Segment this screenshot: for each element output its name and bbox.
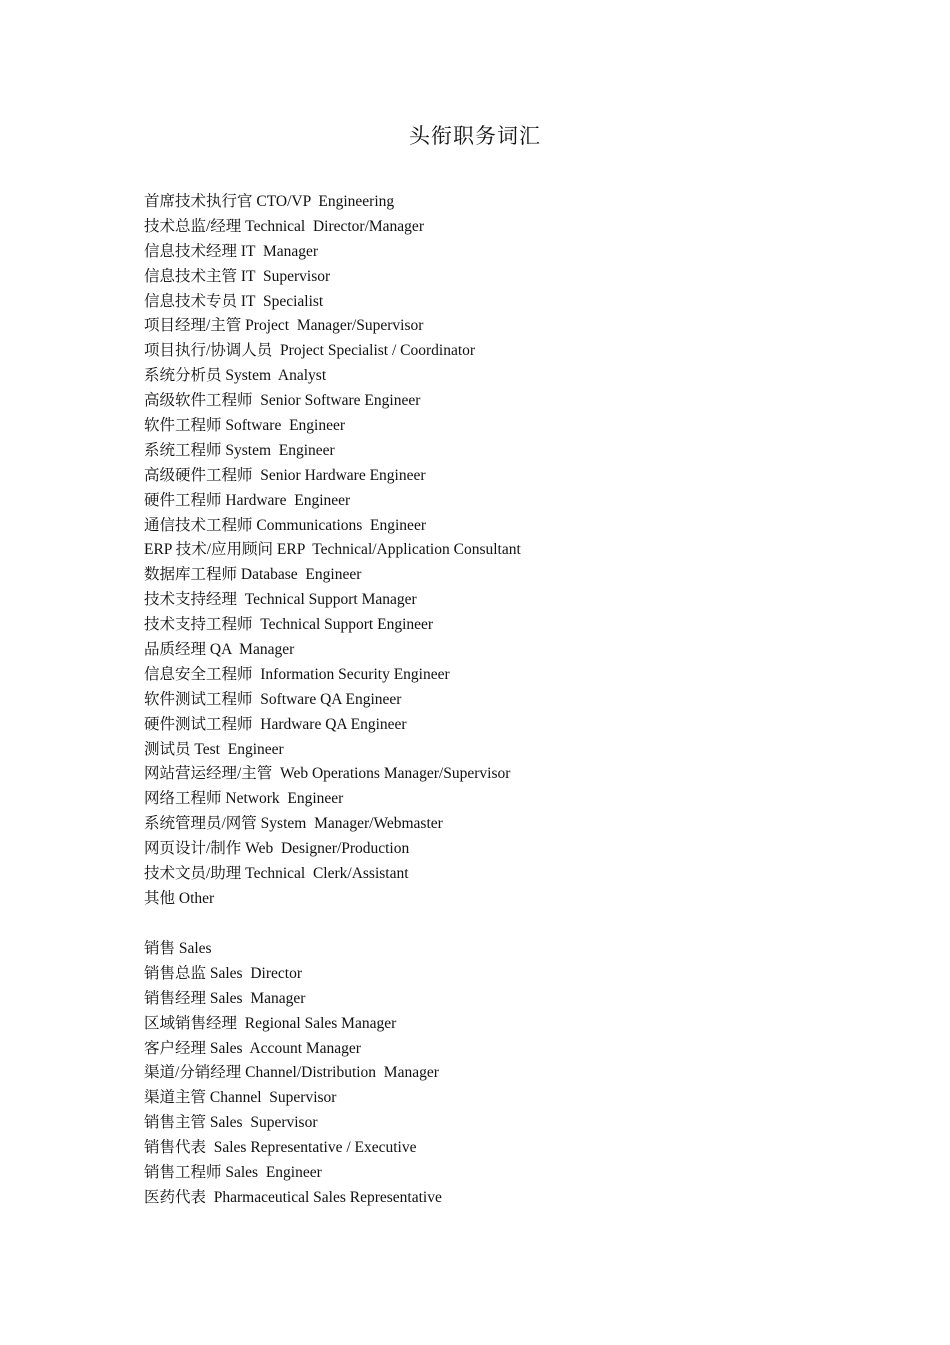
list-item: 品质经理 QA Manager	[144, 641, 295, 659]
list-item: 软件测试工程师 Software QA Engineer	[144, 690, 402, 708]
list-item: 系统分析员 System Analyst	[144, 367, 327, 385]
list-item: 测试员 Test Engineer	[144, 740, 284, 758]
list-item: 其他 Other	[144, 889, 215, 907]
list-item: 软件工程师 Software Engineer	[144, 417, 346, 435]
list-item: 渠道/分销经理 Channel/Distribution Manager	[144, 1064, 439, 1082]
list-item: 首席技术执行官 CTO/VP Engineering	[144, 193, 395, 210]
list-item: 销售工程师 Sales Engineer	[144, 1164, 322, 1182]
list-item: 技术总监/经理 Technical Director/Manager	[144, 217, 424, 235]
sales-job-titles-list	[144, 937, 864, 1211]
list-item: 技术文员/助理 Technical Clerk/Assistant	[144, 865, 409, 883]
list-item: 销售 Sales	[144, 940, 212, 957]
list-item: 客户经理 Sales Account Manager	[144, 1039, 361, 1057]
list-item: 硬件测试工程师 Hardware QA Engineer	[144, 715, 407, 733]
list-item: 数据库工程师 Database Engineer	[144, 566, 362, 584]
list-item: 信息技术经理 IT Manager	[144, 242, 319, 260]
list-item: 网络工程师 Network Engineer	[144, 790, 344, 808]
list-item: 销售经理 Sales Manager	[144, 989, 306, 1007]
list-item: 医药代表 Pharmaceutical Sales Representative	[144, 1188, 442, 1206]
list-item: ERP 技术/应用顾问 ERP Technical/Application Consultant	[144, 541, 521, 559]
list-item: 渠道主管 Channel Supervisor	[144, 1089, 337, 1107]
list-item: 通信技术工程师 Communications Engineer	[144, 516, 426, 534]
list-item: 技术支持工程师 Technical Support Engineer	[144, 616, 434, 634]
list-item: 信息安全工程师 Information Security Engineer	[144, 665, 450, 683]
list-item: 信息技术专员 IT Specialist	[144, 292, 324, 310]
list-item: 硬件工程师 Hardware Engineer	[144, 491, 351, 509]
list-item: 项目执行/协调人员 Project Specialist / Coordinator	[144, 342, 476, 360]
list-item: 高级硬件工程师 Senior Hardware Engineer	[144, 466, 426, 484]
document-title: 头衔职务词汇	[409, 124, 541, 148]
list-item: 网页设计/制作 Web Designer/Production	[144, 840, 410, 858]
list-item: 系统管理员/网管 System Manager/Webmaster	[144, 815, 443, 833]
list-item: 网站营运经理/主管 Web Operations Manager/Supervisor	[144, 765, 511, 783]
it-job-titles-list	[144, 190, 864, 912]
list-item: 区域销售经理 Regional Sales Manager	[144, 1014, 397, 1032]
list-item: 技术支持经理 Technical Support Manager	[144, 591, 417, 609]
list-item: 项目经理/主管 Project Manager/Supervisor	[144, 317, 424, 335]
list-item: 销售主管 Sales Supervisor	[144, 1114, 318, 1132]
list-item: 销售代表 Sales Representative / Executive	[144, 1139, 417, 1157]
list-item: 信息技术主管 IT Supervisor	[144, 267, 331, 285]
list-item: 销售总监 Sales Director	[144, 964, 302, 982]
list-item: 高级软件工程师 Senior Software Engineer	[144, 392, 421, 410]
list-item: 系统工程师 System Engineer	[144, 441, 335, 459]
